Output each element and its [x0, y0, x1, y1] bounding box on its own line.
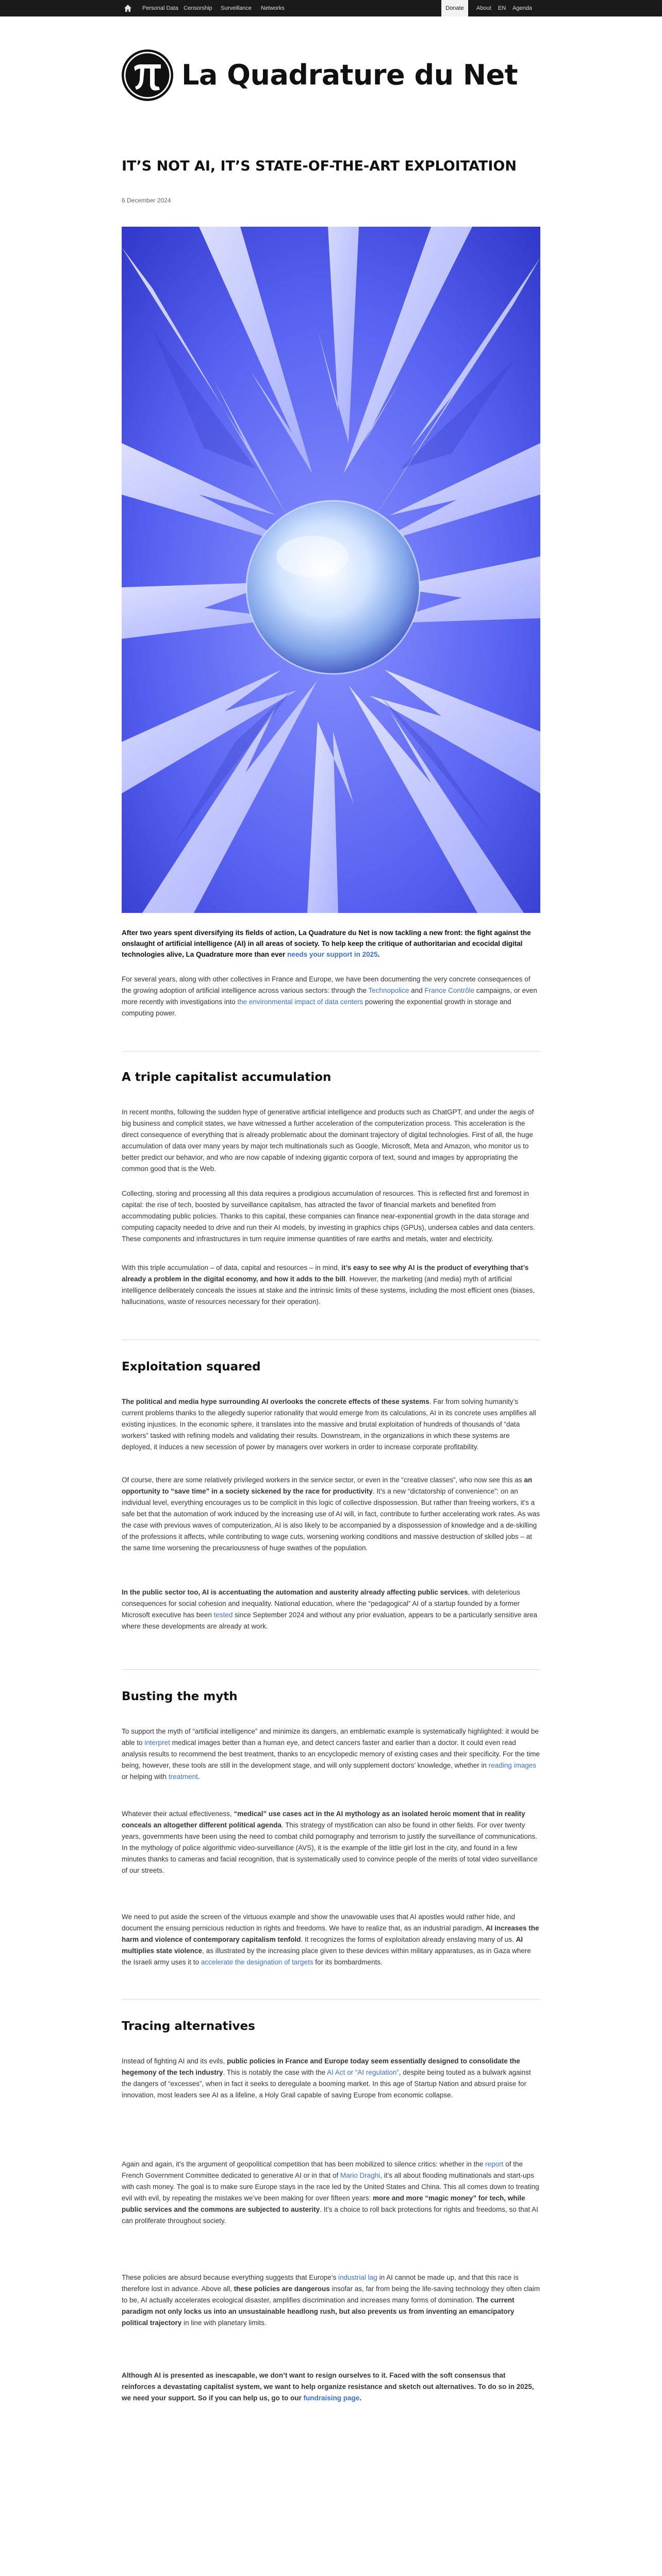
intro-paragraph: For several years, along with other collectives in France and Europe, we have been documenting the very concrete consequences of the growing adoption of artificial intelligence across various sectors: through the Technopolice and France Contrôle campaigns, or even more recently with investigations into the environmental impact of data centers powering the exponential growth in storage and computing power.	[122, 975, 537, 1017]
technopolice-link[interactable]: Technopolice	[368, 987, 409, 994]
nav-item-networks[interactable]: Networks	[261, 5, 285, 11]
treatment-link[interactable]: treatment	[168, 1773, 198, 1781]
language-switch-en[interactable]: EN	[498, 5, 506, 11]
section-heading-alternatives: Tracing alternatives	[122, 2020, 255, 2033]
page-title: IT’S NOT AI, IT’S STATE-OF-THE-ART EXPLOITATION	[122, 158, 517, 174]
designation-targets-link[interactable]: accelerate the designation of targets	[201, 1958, 313, 1966]
section-paragraph: With this triple accumulation – of data, capital and resources – in mind, it’s easy to see why AI is the product of everything that’s already a problem in the digital economy, and how it adds to the bill. However, the marketing (and media) myth of artificial intelligence deliberately conceals the issues at stake and the intrinsic limits of these systems, including the most efficient ones (biases, hallucinations, waste of resources necessary for their operation).	[122, 1264, 535, 1306]
support-link[interactable]: needs your support in 2025	[287, 951, 378, 958]
closing-paragraph: Although AI is presented as inescapable, we don’t want to resign ourselves to it. Faced with the soft consensus that reinforces a devastating capitalist system, we want to help organize resistance and sketch out alternatives. To do so in 2025, we need your support. So if you can help us, go to our fundraising page.	[122, 2371, 534, 2402]
data-centers-link[interactable]: the environmental impact of data centers	[237, 998, 363, 1006]
ai-act-link[interactable]: AI Act or “AI regulation”	[327, 2069, 399, 2076]
site-title: La Quadrature du Net	[181, 59, 518, 91]
fundraising-link[interactable]: fundraising page	[303, 2394, 360, 2402]
section-paragraph: In the public sector too, AI is accentuating the automation and austerity already affecting public services, with deleterious consequences for social cohesion and inequality. National education, where the “pedagogical” AI of a startup founded by a former Microsoft executive has been tested since September 2024 and without any prior evaluation, appears to be a particularly sensitive area where these developments are already at work.	[122, 1588, 537, 1630]
hero-image	[122, 227, 540, 913]
section-paragraph: These policies are absurd because everything suggests that Europe’s industrial lag in AI cannot be made up, and that this race is therefore lost in advance. Above all, these policies are dangerous insofar as, far from being the life-saving technology they often claim to be, AI actually accelerates ecological disaster, amplifies discrimination and increases many forms of domination. The current paradigm not only locks us into an unsustainable headlong rush, but also prevents us from inventing an emancipatory political trajectory in line with planetary limits.	[122, 2274, 540, 2327]
section-heading-exploitation: Exploitation squared	[122, 1360, 261, 1374]
section-paragraph: To support the myth of “artificial intelligence” and minimize its dangers, an emblematic example is systematically highlighted: it would be able to interpret medical images better than a human eye, and detect cancers faster and earlier than a doctor. It could even read analysis results to recommend the best treatment, thanks to an encyclopedic memory of existing cases and their specificity. For the time being, however, these tools are still in the development stage, and will only supplement doctors’ knowledge, whether in reading images or helping with treatment.	[122, 1727, 540, 1781]
nav-item-censorship[interactable]: Censorship	[184, 5, 212, 11]
pi-logo-icon	[122, 49, 173, 101]
section-paragraph: The political and media hype surrounding AI overlooks the concrete effects of these systems. Far from solving humanity’s current problems thanks to the allegedly superior rationality that would emerge from its calculations, AI in its concrete uses amplifies all existing injustices. In the economic sphere, it translates into the massive and brutal exploitation of hundreds of thousands of “data workers” tasked with refining models and validating their results. Downstream, in the organizations in which these systems are deployed, it induces a new secession of power by managers over workers in order to increase corporate profitability.	[122, 1398, 536, 1451]
report-link[interactable]: report	[485, 2160, 504, 2168]
france-controle-link[interactable]: France Contrôle	[424, 987, 475, 994]
nav-item-agenda[interactable]: Agenda	[512, 5, 532, 11]
section-paragraph: We need to put aside the screen of the virtuous example and show the unavowable uses that AI apostles would rather hide, and document the ensuing pernicious reduction in rights and freedoms. We have to realize that, as an industrial paradigm, AI increases the harm and violence of contemporary capitalism tenfold. It recognizes the forms of exploitation already enslaving many of us. AI multiplies state violence, as illustrated by the increasing place given to these devices within military apparatuses, as in Gaza where the Israeli army uses it to accelerate the designation of targets for its bombardments.	[122, 1913, 539, 1966]
nav-item-surveillance[interactable]: Surveillance	[221, 5, 252, 11]
tested-link[interactable]: tested	[213, 1611, 233, 1619]
section-paragraph: Whatever their actual effectiveness, “medical” use cases act in the AI mythology as an isolated heroic moment that in reality conceals an altogether different political agenda. This strategy of mystification can also be found in other fields. For over twenty years, governments have been using the need to combat child pornography and terrorism to justify the surveillance of communications. In the mythology of police algorithmic video-surveillance (AVS), it is the example of the little girl lost in the city, and found in a few minutes thanks to cameras and facial recognition, that is systematically used to convince people of the merits of total video surveillance of our streets.	[122, 1810, 538, 1874]
industrial-lag-link[interactable]: industrial lag	[338, 2274, 377, 2281]
section-paragraph: Instead of fighting AI and its evils, public policies in France and Europe today seem essentially designed to consolidate the hegemony of the tech industry. This is notably the case with the AI Act or “AI regulation”, despite being touted as a bulwark against the dangers of “excesses”, when in fact it seeks to deregulate a booming market. In this age of Startup Nation and absurd praise for innovation, most leaders see AI as a lifeline, a Holy Grail capable of saving Europe from economic collapse.	[122, 2057, 531, 2099]
top-navigation-bar	[0, 0, 662, 16]
donate-button[interactable]: Donate	[441, 0, 468, 16]
section-heading-accumulation: A triple capitalist accumulation	[122, 1071, 332, 1084]
intro-lead: After two years spent diversifying its fields of action, La Quadrature du Net is now tackling a new front: the fight against the onslaught of artificial intelligence (AI) in all areas of society. To help keep the critique of authoritarian and ecocidal digital technologies alive, La Quadrature more than ever needs your support in 2025.	[122, 929, 531, 958]
home-icon[interactable]	[123, 3, 133, 13]
mario-draghi-link[interactable]: Mario Draghi	[340, 2172, 380, 2179]
post-date: 6 December 2024	[122, 197, 171, 204]
interpret-link[interactable]: interpret	[144, 1739, 170, 1747]
section-divider	[122, 1051, 540, 1052]
section-paragraph: Again and again, it’s the argument of geopolitical competition that has been mobilized to silence critics: whether in the report of the French Government Committee dedicated to generative AI or in that of Mario Draghi, it’s all about flooding multinationals and start-ups with cash money. The goal is to make sure Europe stays in the race led by the United States and China. This all comes down to treating evil with evil, by repeating the mistakes we’ve been making for over fifteen years: more and more “magic money” for tech, while public services and the commons are subjected to austerity. It’s a choice to roll back protections for rights and freedoms, so that AI can proliferate throughout society.	[122, 2160, 539, 2225]
nav-item-personal-data[interactable]: Personal Data	[142, 5, 178, 11]
section-divider	[122, 1669, 540, 1670]
section-paragraph: Of course, there are some relatively privileged workers in the service sector, or even in the “creative classes”, who now see this as an opportunity to “save time” in a society sickened by the race for productivity. It’s a new “dictatorship of convenience”: on an individual level, everything encourages us to be complicit in this logic of collective dispossession. But rather than freeing workers, it’s a safe bet that the automation of work induced by the increasing use of AI will, in fact, contribute to further accelerating work rates. As was the case with previous waves of computerization, AI is also likely to be accompanied by a dispossession of knowledge and a de-skilling of the professions it affects, while contributing to wage cuts, worsening working conditions and massive destruction of skilled jobs – at the same time worsening the precariousness of huge swathes of the population.	[122, 1476, 540, 1552]
reading-images-link[interactable]: reading images	[488, 1761, 536, 1769]
site-logo[interactable]	[122, 49, 544, 101]
section-paragraph: Collecting, storing and processing all this data requires a prodigious accumulation of resources. This is reflected first and foremost in capital: the rise of tech, boosted by surveillance capitalism, has attracted the favor of financial markets and benefited from accommodating public policies. Thanks to this capital, these companies can finance near-exponential growth in the data storage and computing capacity needed to drive and run their AI models, by investing in graphics chips (GPUs), undersea cables and data centers. These components and infrastructures in turn require immense quantities of rare earths and metals, water and electricity.	[122, 1190, 535, 1243]
nav-item-about[interactable]: About	[476, 5, 491, 11]
section-heading-myth: Busting the myth	[122, 1690, 238, 1703]
section-paragraph: In recent months, following the sudden hype of generative artificial intelligence and products such as ChatGPT, and under the aegis of big business and complicit states, we have witnessed a further acceleration of the computerization process. This acceleration is the direct consequence of everything that is already problematic about the dominant trajectory of digital technologies. First of all, the huge accumulation of data over many years by major tech multinationals such as Google, Microsoft, Meta and Amazon, who monitor us to better predict our behavior, and who are now capable of indexing gigantic corpora of text, sound and images by appropriating the common good that is the Web.	[122, 1108, 534, 1173]
